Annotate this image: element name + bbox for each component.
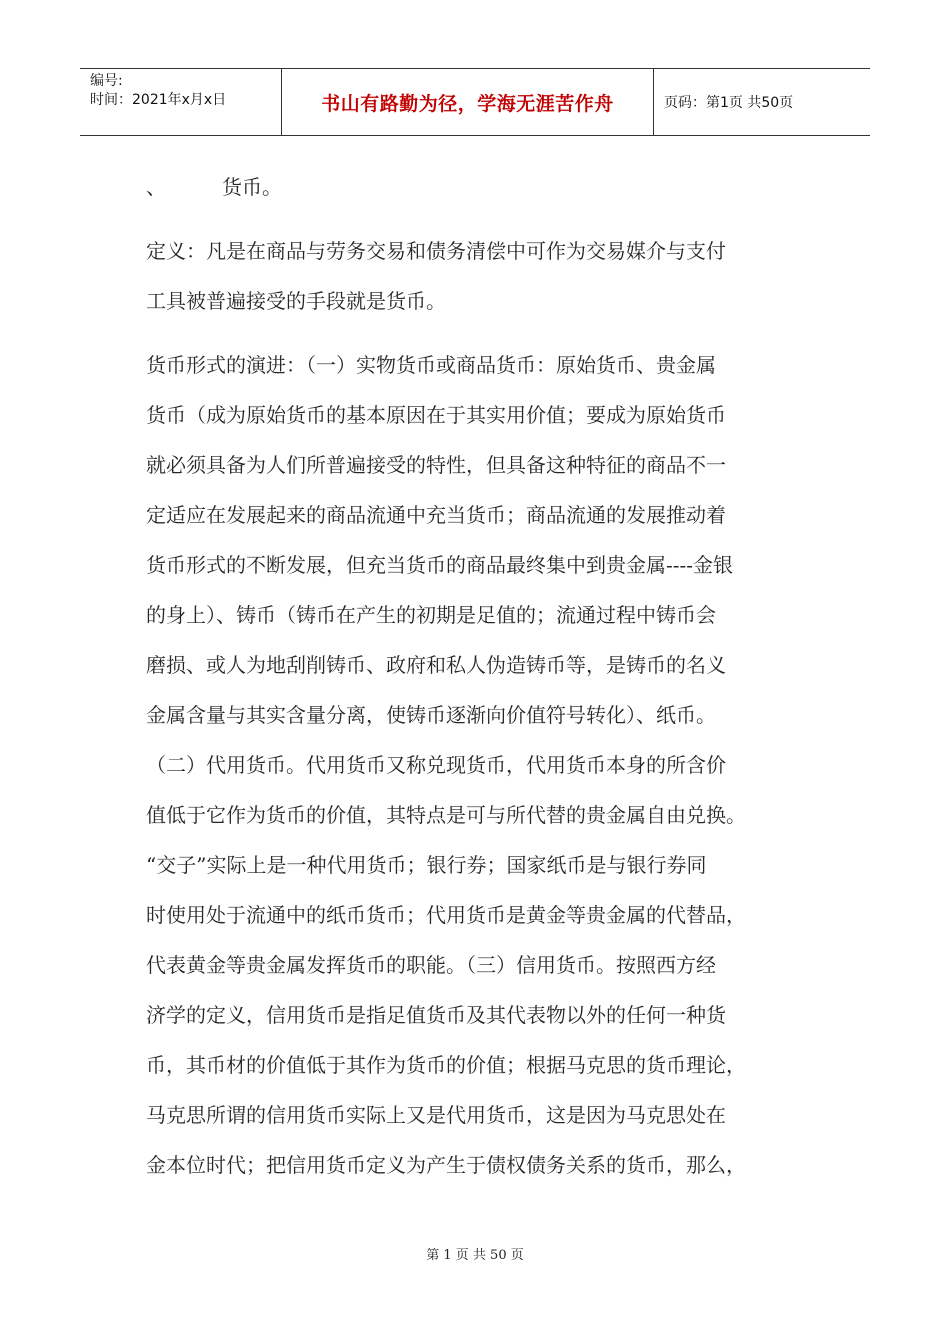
paragraph-line: 就必须具备为人们所普遍接受的特性，但具备这种特征的商品不一 (146, 453, 726, 477)
paragraph-line: 币，其币材的价值低于其作为货币的价值；根据马克思的货币理论， (146, 1053, 746, 1077)
paragraph-line: 定义：凡是在商品与劳务交易和债务清偿中可作为交易媒介与支付 (146, 239, 726, 263)
paragraph-line: 金属含量与其实含量分离，使铸币逐渐向价值符号转化）、纸币。 (146, 703, 716, 727)
paragraph-line: 值低于它作为货币的价值，其特点是可与所代替的贵金属自由兑换。 (146, 803, 746, 827)
paragraph-line: （二）代用货币。代用货币又称兑现货币，代用货币本身的所含价 (146, 753, 726, 777)
document-body (146, 165, 806, 1193)
paragraph-line: 代表黄金等贵金属发挥货币的职能。（三）信用货币。按照西方经 (146, 953, 716, 977)
paragraph-line: 济学的定义，信用货币是指足值货币及其代表物以外的任何一种货 (146, 1003, 726, 1027)
header-motto: 书山有路勤为径，学海无涯苦作舟 (282, 69, 654, 135)
header-meta (80, 69, 282, 135)
page-footer: 第 1 页 共 50 页 (426, 1248, 524, 1263)
definition-paragraph (146, 229, 806, 329)
heading-mark: 、 (146, 175, 166, 199)
heading-title: 货币。 (222, 175, 282, 199)
paragraph-line: 金本位时代；把信用货币定义为产生于债权债务关系的货币，那么， (146, 1153, 746, 1177)
paragraph-line: 磨损、或人为地刮削铸币、政府和私人伪造铸币等，是铸币的名义 (146, 653, 726, 677)
document-time-label: 时间：2021年x月x日 (90, 92, 227, 108)
page-header (80, 68, 870, 136)
paragraph-line: 工具被普遍接受的手段就是货币。 (146, 289, 446, 313)
section-heading (146, 165, 806, 215)
paragraph-line: 定适应在发展起来的商品流通中充当货币；商品流通的发展推动着 (146, 503, 726, 527)
paragraph-line: 时使用处于流通中的纸币货币；代用货币是黄金等贵金属的代替品， (146, 903, 746, 927)
paragraph-line: 的身上）、铸币（铸币在产生的初期是足值的；流通过程中铸币会 (146, 603, 716, 627)
paragraph-line: 货币形式的不断发展，但充当货币的商品最终集中到贵金属----金银 (146, 553, 734, 577)
paragraph-line: “交子”实际上是一种代用货币；银行券；国家纸币是与银行券同 (146, 853, 707, 877)
header-page-info: 页码：第1页 共50页 (664, 95, 794, 111)
paragraph-line: 货币（成为原始货币的基本原因在于其实用价值；要成为原始货币 (146, 403, 726, 427)
paragraph-line: 货币形式的演进：（一）实物货币或商品货币：原始货币、贵金属 (146, 353, 716, 377)
document-number-label: 编号: (90, 73, 123, 89)
paragraph-line: 马克思所谓的信用货币实际上又是代用货币，这是因为马克思处在 (146, 1103, 726, 1127)
evolution-paragraph (146, 343, 806, 1193)
